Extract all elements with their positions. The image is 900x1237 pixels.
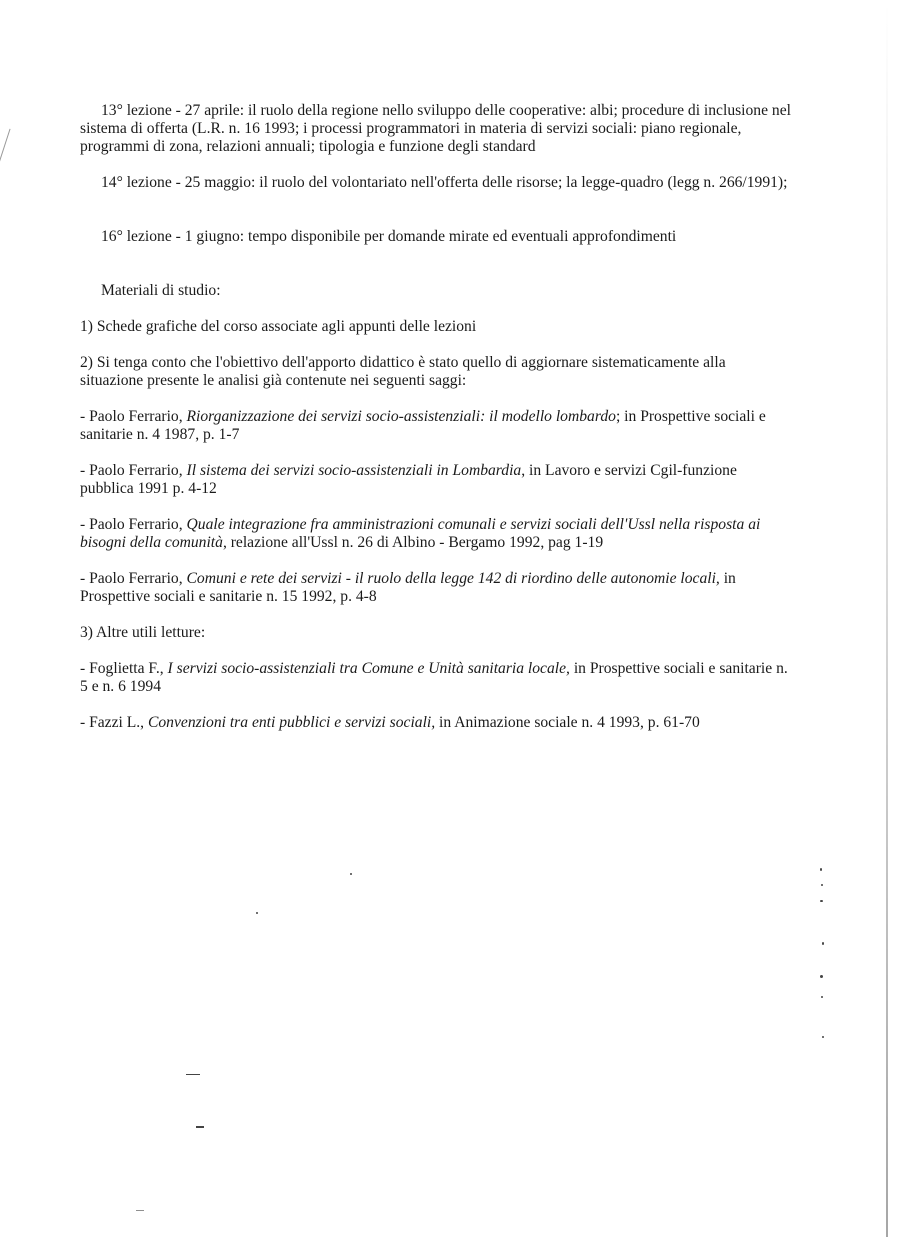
- reference-fazzi-1993: [80, 714, 792, 732]
- materials-item-3: 3) Altre utili letture:: [80, 624, 206, 641]
- reference-ferrario-1991: [80, 462, 792, 498]
- reference-source: in Prospettive sociali e sanitarie n. 5 e n. 6 1994: [80, 660, 788, 695]
- reference-author: - Paolo Ferrario,: [80, 462, 187, 479]
- reference-title: Il sistema dei servizi socio-assistenziali in Lombardia: [186, 462, 522, 479]
- lesson-13-paragraph: 13° lezione - 27 aprile: il ruolo della regione nello sviluppo delle cooperative: albi; procedure di inclusione nel sistema di offerta (L.R. n. 16 1993; i processi programmatori in materia di servizi sociali: piano regionale, programmi di zona, relazioni annuali; tipologia e funzione degli standard: [80, 102, 791, 155]
- reference-foglietta-1994: [80, 660, 792, 696]
- reference-author: - Foglietta F.,: [80, 660, 168, 677]
- reference-source: in Prospettive sociali e sanitarie n. 15 1992, p. 4-8: [80, 570, 736, 605]
- lesson-16-paragraph: 16° lezione - 1 giugno: tempo disponibile per domande mirate ed eventuali approfondimenti: [101, 228, 677, 245]
- reference-title: Quale integrazione fra amministrazioni comunali e servizi sociali dell'Ussl nella risposta ai bisogni della comunità: [80, 516, 761, 551]
- reference-title: Comuni e rete dei servizi - il ruolo della legge 142 di riordino delle autonomie locali,: [186, 570, 720, 587]
- reference-author: - Paolo Ferrario,: [80, 516, 187, 533]
- reference-source: , in Lavoro e servizi Cgil-funzione pubblica 1991 p. 4-12: [80, 462, 737, 497]
- reference-source: , relazione all'Ussl n. 26 di Albino - Bergamo 1992, pag 1-19: [222, 534, 604, 551]
- reference-ferrario-1987: [80, 408, 792, 444]
- reference-ferrario-1992-comuni: [80, 570, 792, 606]
- scan-edge-shadow: [886, 0, 888, 1237]
- reference-title: Convenzioni tra enti pubblici e servizi sociali,: [147, 714, 436, 731]
- reference-author: - Paolo Ferrario,: [80, 570, 187, 587]
- materials-item-1: 1) Schede grafiche del corso associate agli appunti delle lezioni: [80, 318, 477, 335]
- reference-author: - Fazzi L.,: [80, 714, 148, 731]
- reference-title: Riorganizzazione dei servizi socio-assistenziali: il modello lombardo: [186, 408, 616, 425]
- reference-title: I servizi socio-assistenziali tra Comune e Unità sanitaria locale,: [167, 660, 570, 677]
- reference-ferrario-1992-ussl: [80, 516, 792, 552]
- study-materials-heading: Materiali di studio:: [101, 282, 221, 299]
- reference-author: - Paolo Ferrario,: [80, 408, 187, 425]
- lesson-14-paragraph: 14° lezione - 25 maggio: il ruolo del volontariato nell'offerta delle risorse; la legge-quadro (legg n. 266/1991);: [101, 174, 788, 191]
- reference-source: in Animazione sociale n. 4 1993, p. 61-70: [435, 714, 700, 731]
- scan-edge-mark: [0, 129, 11, 164]
- materials-item-2: 2) Si tenga conto che l'obiettivo dell'apporto didattico è stato quello di aggiornare sistematicamente alla situazione presente le analisi già contenute nei seguenti saggi:: [80, 354, 726, 389]
- reference-source: ; in Prospettive sociali e sanitarie n. 4 1987, p. 1-7: [80, 408, 766, 443]
